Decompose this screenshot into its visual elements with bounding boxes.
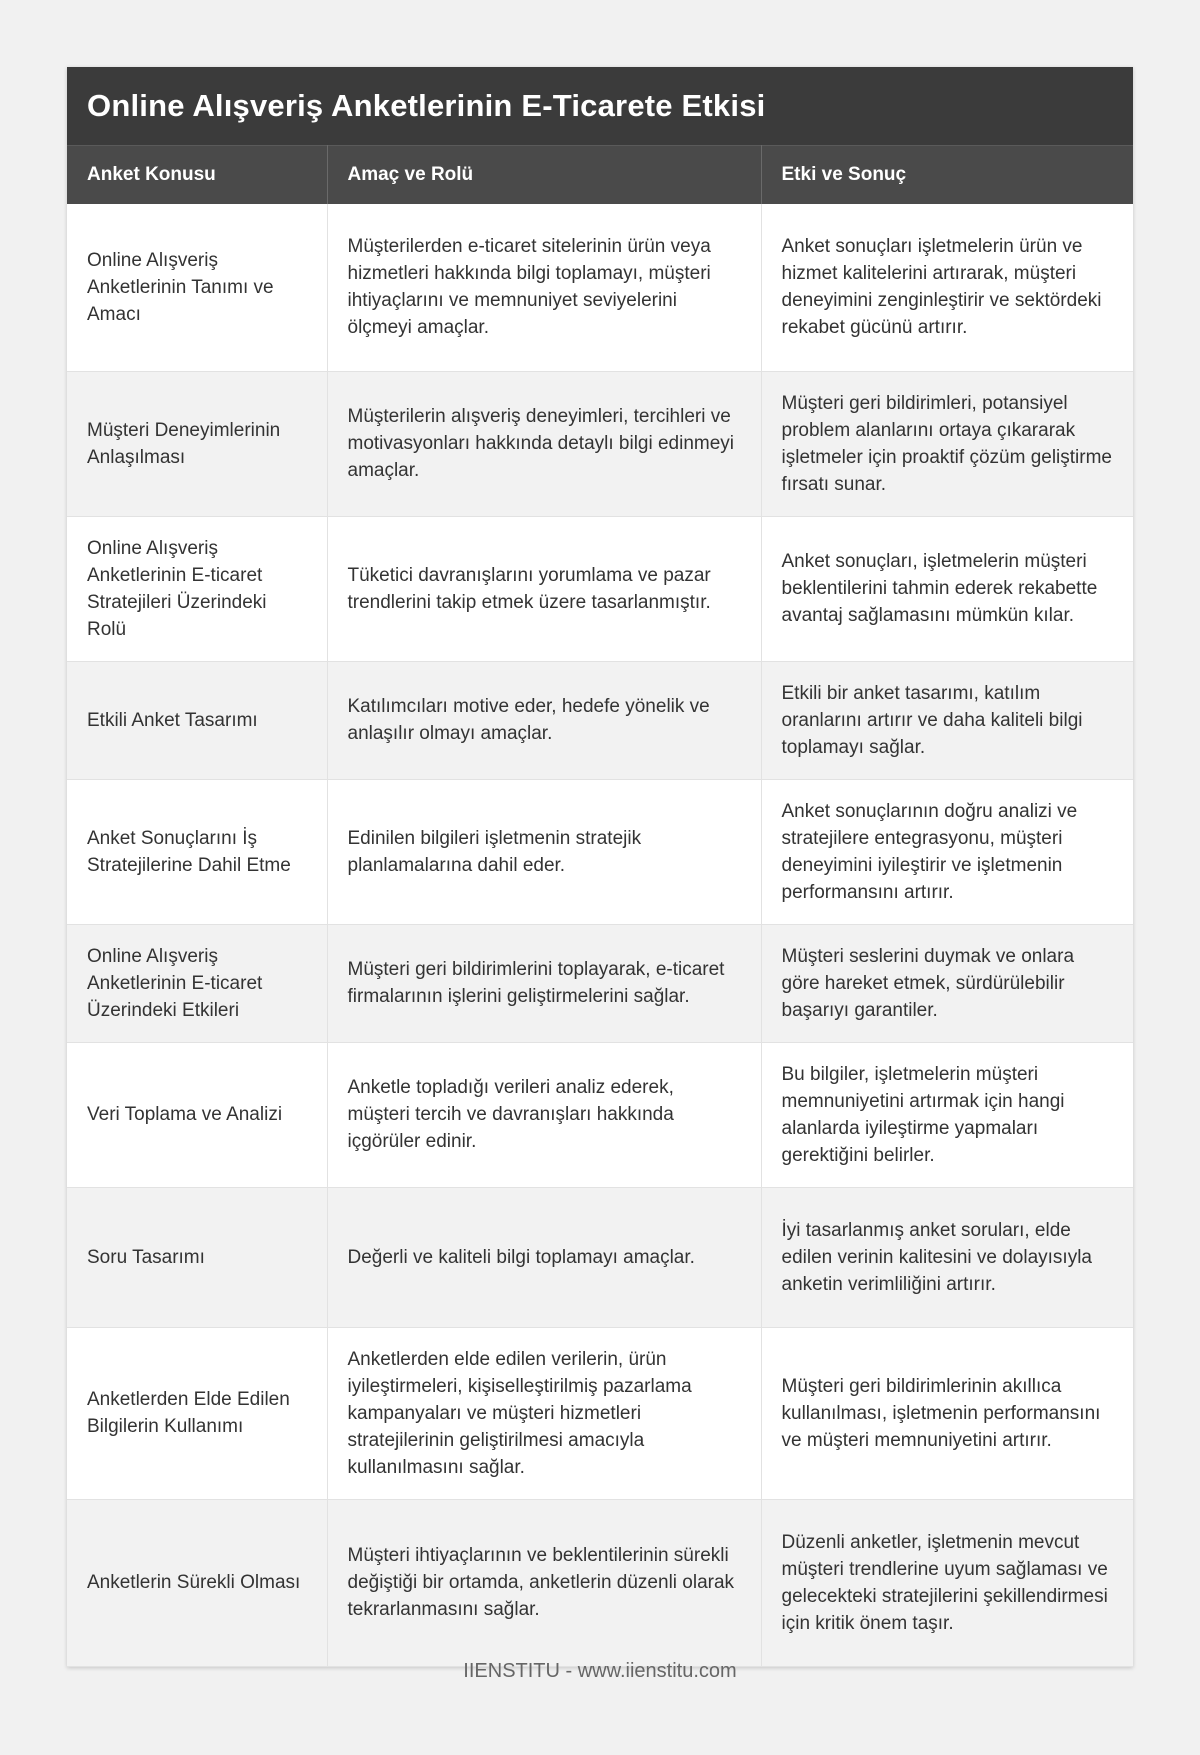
cell-purpose: Müşteri geri bildirimlerini toplayarak, e-ticaret firmalarının işlerini geliştirmelerini sağlar. <box>327 924 761 1042</box>
cell-topic: Etkili Anket Tasarımı <box>67 661 327 779</box>
table-row <box>67 661 1133 779</box>
table-row <box>67 204 1133 371</box>
cell-topic: Veri Toplama ve Analizi <box>67 1042 327 1187</box>
cell-purpose: Müşterilerin alışveriş deneyimleri, tercihleri ve motivasyonları hakkında detaylı bilgi edinmeyi amaçlar. <box>327 371 761 516</box>
cell-effect: Anket sonuçları işletmelerin ürün ve hizmet kalitelerini artırarak, müşteri deneyimini zenginleştirir ve sektördeki rekabet gücünü artırır. <box>761 204 1133 371</box>
cell-effect: Anket sonuçlarının doğru analizi ve stratejilere entegrasyonu, müşteri deneyimini iyileştirir ve işletmenin performansını artırır. <box>761 779 1133 924</box>
table-row <box>67 516 1133 661</box>
cell-purpose: Anketlerden elde edilen verilerin, ürün iyileştirmeleri, kişiselleştirilmiş pazarlama kampanyaları ve müşteri hizmetleri stratejilerinin geliştirilmesi amacıyla kullanılmasını sağlar. <box>327 1327 761 1499</box>
cell-topic: Anket Sonuçlarını İş Stratejilerine Dahil Etme <box>67 779 327 924</box>
cell-effect: Etkili bir anket tasarımı, katılım oranlarını artırır ve daha kaliteli bilgi toplamayı sağlar. <box>761 661 1133 779</box>
cell-purpose: Anketle topladığı verileri analiz ederek, müşteri tercih ve davranışları hakkında içgörüler edinir. <box>327 1042 761 1187</box>
table-body <box>67 204 1133 1666</box>
cell-purpose: Değerli ve kaliteli bilgi toplamayı amaçlar. <box>327 1187 761 1327</box>
survey-table <box>67 145 1133 1667</box>
table-row <box>67 924 1133 1042</box>
footer-credit: IIENSTITU - www.iienstitu.com <box>463 1660 737 1682</box>
cell-purpose: Müşteri ihtiyaçlarının ve beklentilerinin sürekli değiştiği bir ortamda, anketlerin düzenli olarak tekrarlanmasını sağlar. <box>327 1499 761 1666</box>
table-row <box>67 1499 1133 1666</box>
cell-purpose: Tüketici davranışlarını yorumlama ve pazar trendlerini takip etmek üzere tasarlanmıştır. <box>327 516 761 661</box>
table-row <box>67 1042 1133 1187</box>
table-row <box>67 779 1133 924</box>
cell-topic: Online Alışveriş Anketlerinin E-ticaret Stratejileri Üzerindeki Rolü <box>67 516 327 661</box>
table-row <box>67 1187 1133 1327</box>
cell-topic: Müşteri Deneyimlerinin Anlaşılması <box>67 371 327 516</box>
header-effect: Etki ve Sonuç <box>761 146 1133 205</box>
header-topic: Anket Konusu <box>67 146 327 205</box>
table-header <box>67 146 1133 205</box>
header-purpose: Amaç ve Rolü <box>327 146 761 205</box>
cell-topic: Online Alışveriş Anketlerinin Tanımı ve Amacı <box>67 204 327 371</box>
title-bar <box>67 67 1133 145</box>
cell-effect: Düzenli anketler, işletmenin mevcut müşteri trendlerine uyum sağlaması ve gelecekteki stratejilerini şekillendirmesi için kritik önem taşır. <box>761 1499 1133 1666</box>
table-card <box>67 67 1133 1667</box>
cell-topic: Online Alışveriş Anketlerinin E-ticaret Üzerindeki Etkileri <box>67 924 327 1042</box>
cell-effect: Anket sonuçları, işletmelerin müşteri beklentilerini tahmin ederek rekabette avantaj sağlamasını mümkün kılar. <box>761 516 1133 661</box>
cell-topic: Soru Tasarımı <box>67 1187 327 1327</box>
cell-effect: Müşteri seslerini duymak ve onlara göre hareket etmek, sürdürülebilir başarıyı garantiler. <box>761 924 1133 1042</box>
cell-topic: Anketlerden Elde Edilen Bilgilerin Kullanımı <box>67 1327 327 1499</box>
cell-purpose: Müşterilerden e-ticaret sitelerinin ürün veya hizmetleri hakkında bilgi toplamayı, müşteri ihtiyaçlarını ve memnuniyet seviyelerini ölçmeyi amaçlar. <box>327 204 761 371</box>
cell-effect: Müşteri geri bildirimleri, potansiyel problem alanlarını ortaya çıkararak işletmeler için proaktif çözüm geliştirme fırsatı sunar. <box>761 371 1133 516</box>
cell-purpose: Edinilen bilgileri işletmenin stratejik planlamalarına dahil eder. <box>327 779 761 924</box>
cell-topic: Anketlerin Sürekli Olması <box>67 1499 327 1666</box>
table-row <box>67 1327 1133 1499</box>
cell-effect: Müşteri geri bildirimlerinin akıllıca kullanılması, işletmenin performansını ve müşteri memnuniyetini artırır. <box>761 1327 1133 1499</box>
cell-effect: Bu bilgiler, işletmelerin müşteri memnuniyetini artırmak için hangi alanlarda iyileştirme yapmaları gerektiğini belirler. <box>761 1042 1133 1187</box>
page-title: Online Alışveriş Anketlerinin E-Ticarete Etkisi <box>87 88 766 123</box>
cell-purpose: Katılımcıları motive eder, hedefe yönelik ve anlaşılır olmayı amaçlar. <box>327 661 761 779</box>
table-row <box>67 371 1133 516</box>
cell-effect: İyi tasarlanmış anket soruları, elde edilen verinin kalitesini ve dolayısıyla anketin verimliliğini artırır. <box>761 1187 1133 1327</box>
